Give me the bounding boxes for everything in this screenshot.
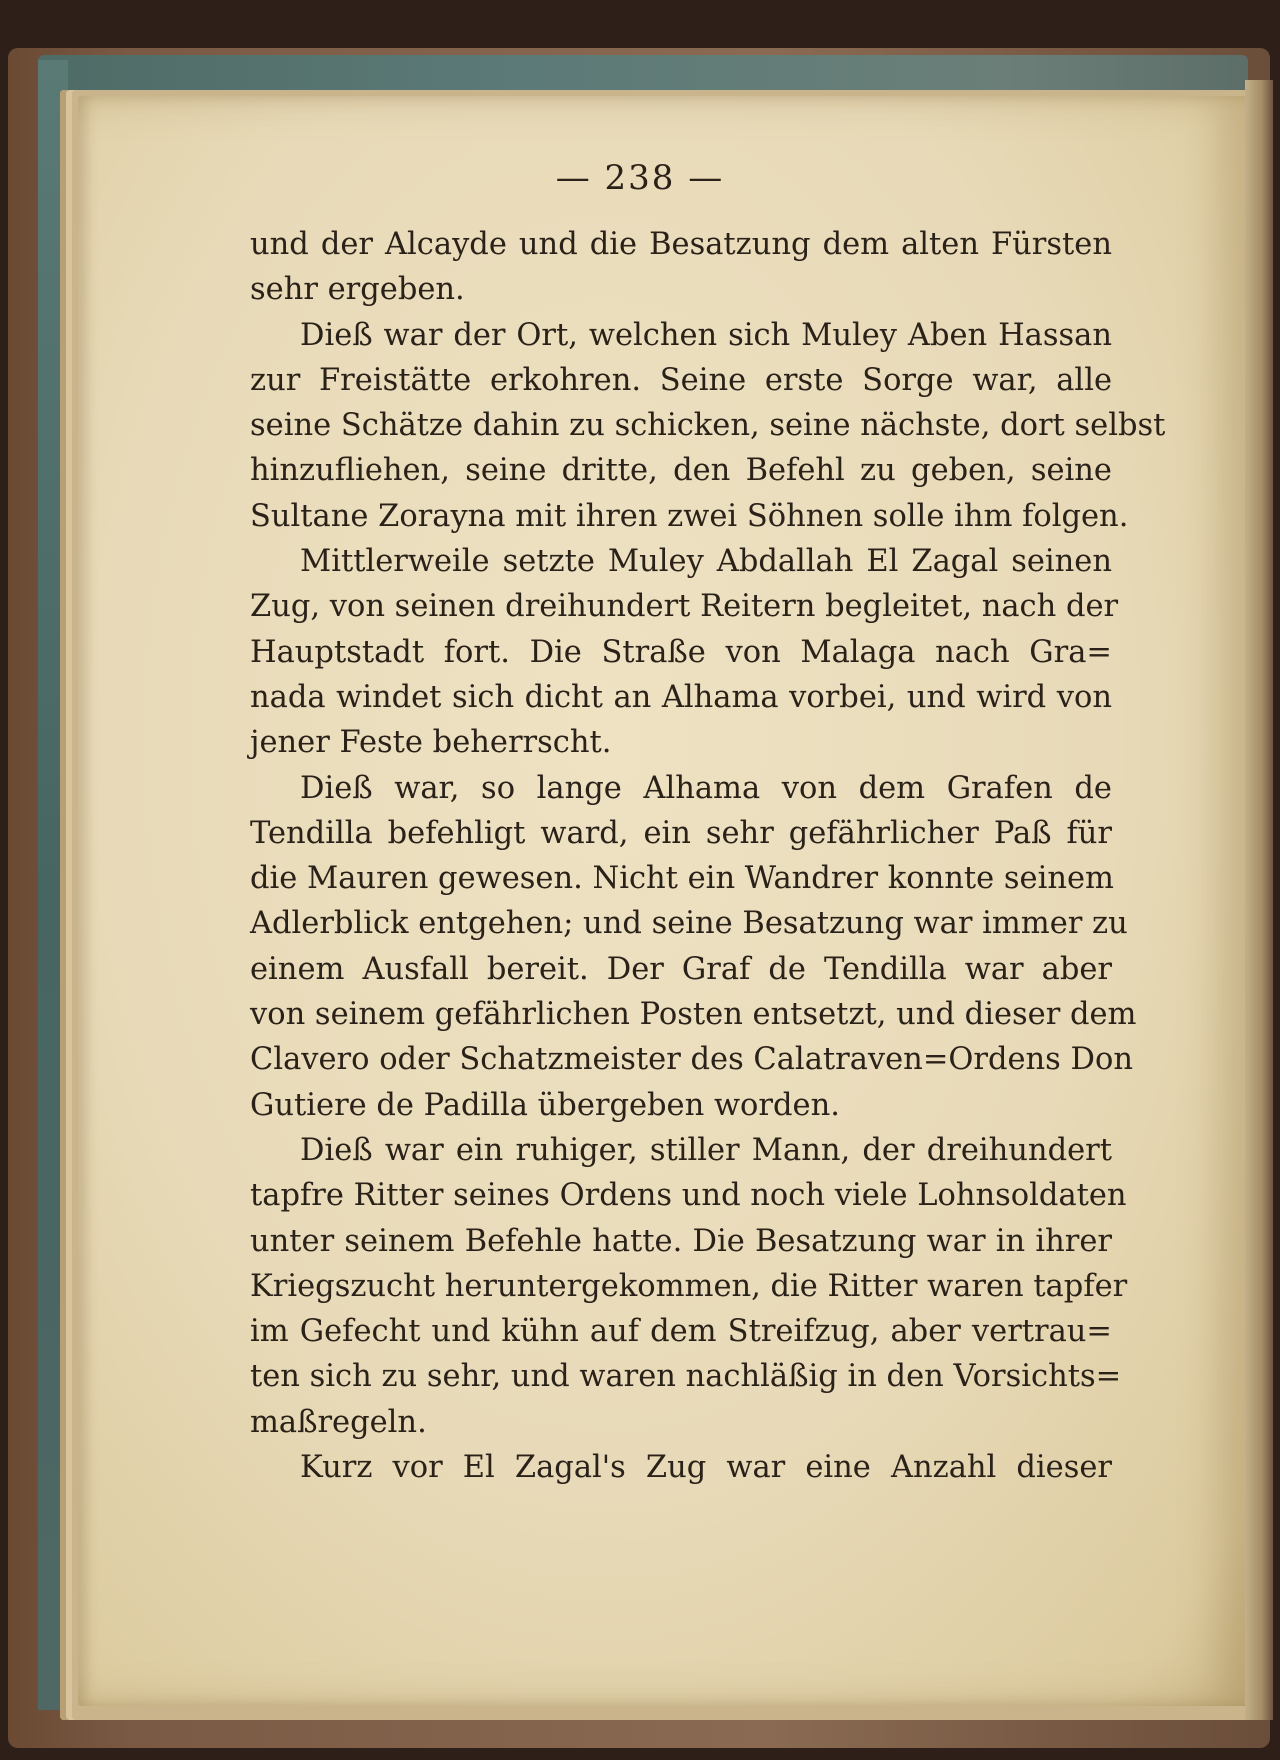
body-text	[250, 222, 1166, 1490]
text-line: Clavero oder Schatzmeister des Calatraven=Ordens Don	[250, 1042, 1133, 1078]
text-line: unter seinem Befehle hatte. Die Besatzung war in ihrer	[250, 1223, 1112, 1259]
page-number: — 238 —	[555, 158, 725, 198]
text-line: einem Ausfall bereit. Der Graf de Tendilla war aber	[250, 951, 1112, 987]
text-line: Kriegszucht heruntergekommen, die Ritter waren tapfer	[250, 1268, 1128, 1304]
text-line: Sultane Zorayna mit ihren zwei Söhnen solle ihm folgen.	[250, 498, 1129, 534]
text-line: tapfre Ritter seines Ordens und noch viele Lohnsoldaten	[250, 1178, 1127, 1214]
text-line: im Gefecht und kühn auf dem Streifzug, aber vertrau=	[250, 1314, 1112, 1350]
page-header	[0, 158, 1280, 208]
text-line: Dieß war, so lange Alhama von dem Grafen de	[300, 770, 1112, 806]
text-line: Gutiere de Padilla übergeben worden.	[250, 1087, 840, 1123]
facing-page-edge	[1245, 80, 1273, 1720]
text-line: sehr ergeben.	[250, 272, 465, 308]
text-line: jener Feste beherrscht.	[250, 725, 612, 761]
text-line: hinzufliehen, seine dritte, den Befehl zu geben, seine	[250, 453, 1112, 489]
text-line: von seinem gefährlichen Posten entsetzt, und dieser dem	[250, 997, 1137, 1033]
text-line: Kurz vor El Zagal's Zug war eine Anzahl dieser	[300, 1450, 1112, 1486]
text-line: nada windet sich dicht an Alhama vorbei, und wird von	[250, 679, 1112, 715]
text-line: und der Alcayde und die Besatzung dem alten Fürsten	[250, 227, 1112, 262]
text-line: Mittlerweile setzte Muley Abdallah El Zagal seinen	[300, 544, 1112, 580]
text-line: ten sich zu sehr, und waren nachläßig in den Vorsichts=	[250, 1359, 1122, 1395]
text-line: Tendilla befehligt ward, ein sehr gefährlicher Paß für	[250, 815, 1112, 851]
text-line: maßregeln.	[250, 1404, 427, 1440]
text-line: die Mauren gewesen. Nicht ein Wandrer konnte seinem	[250, 861, 1114, 897]
text-line: Dieß war ein ruhiger, stiller Mann, der dreihundert	[300, 1132, 1112, 1168]
text-line: zur Freistätte erkohren. Seine erste Sorge war, alle	[250, 362, 1112, 398]
text-line: Hauptstadt fort. Die Straße von Malaga nach Gra=	[250, 634, 1112, 670]
text-line: Dieß war der Ort, welchen sich Muley Aben Hassan	[300, 317, 1112, 353]
text-line: seine Schätze dahin zu schicken, seine nächste, dort selbst	[250, 408, 1166, 444]
text-line: Adlerblick entgehen; und seine Besatzung war immer zu	[250, 906, 1128, 942]
text-line: Zug, von seinen dreihundert Reitern begleitet, nach der	[250, 589, 1119, 625]
